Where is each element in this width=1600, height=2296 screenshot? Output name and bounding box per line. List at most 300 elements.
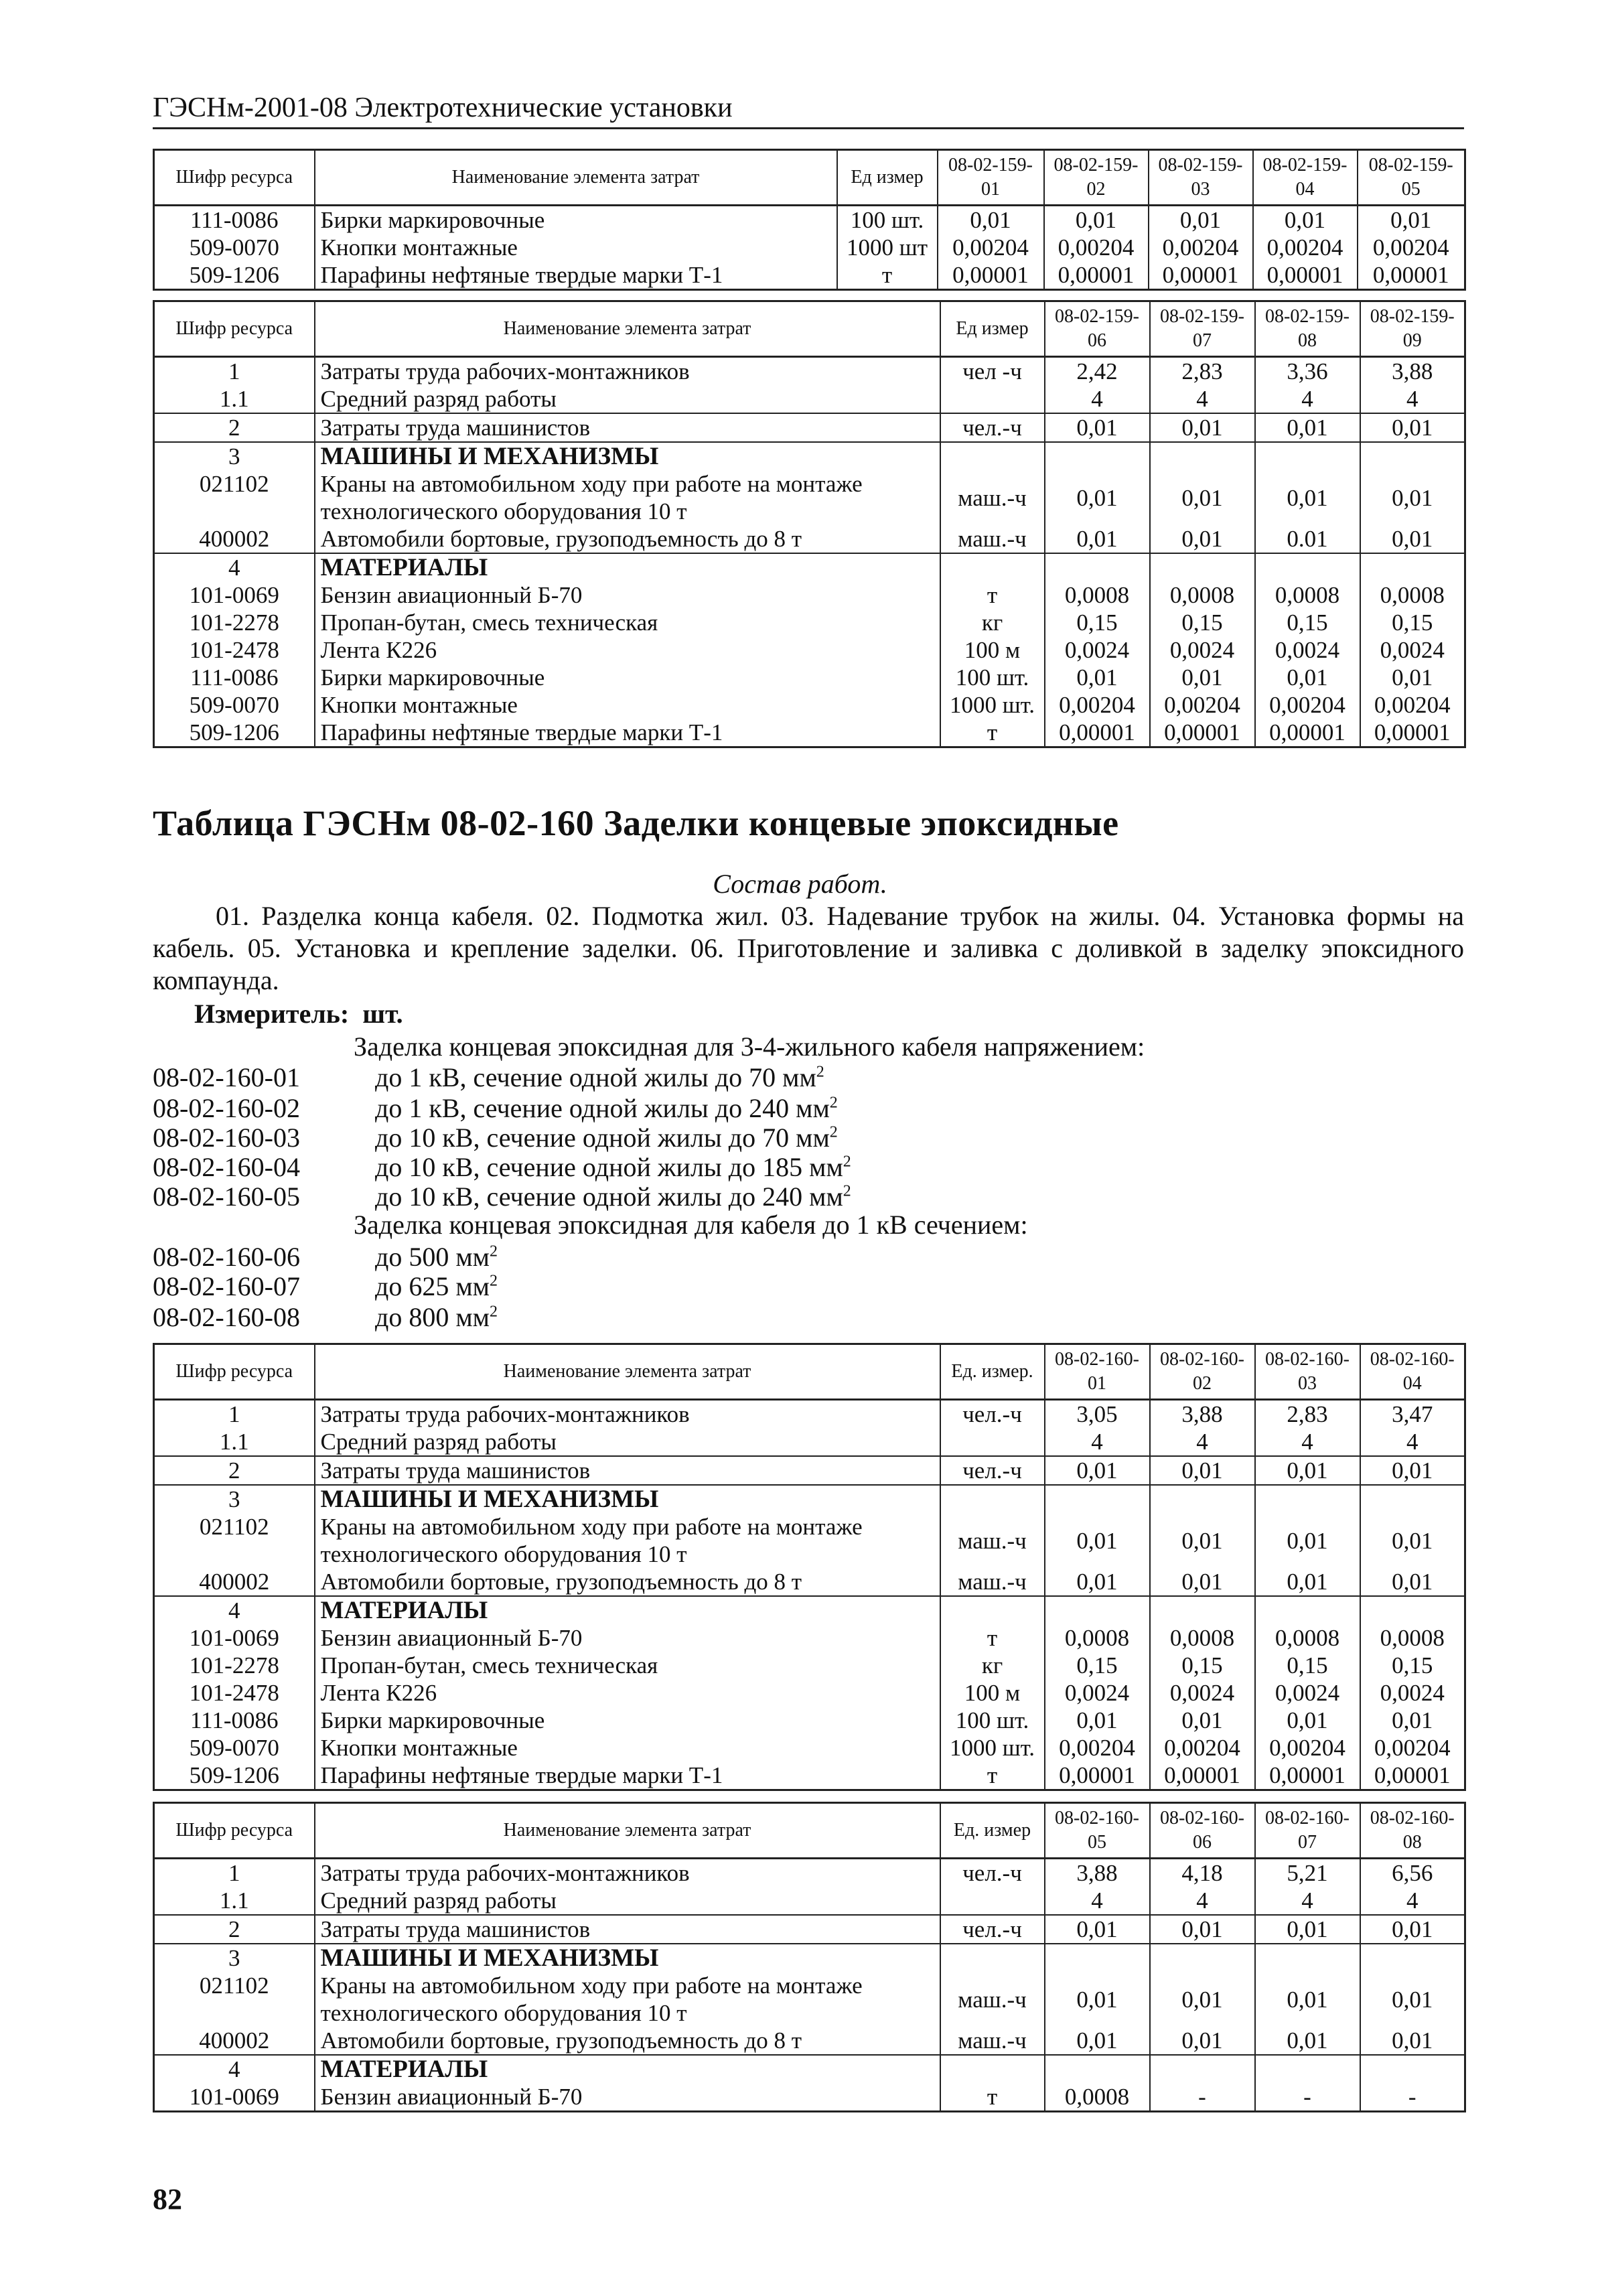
table-row	[154, 1679, 1465, 1707]
norm-value	[1360, 1944, 1465, 1972]
unit: кг	[940, 609, 1045, 636]
unit	[940, 1428, 1045, 1456]
unit: т	[940, 719, 1045, 747]
norm-value: -	[1360, 2083, 1465, 2112]
norm-value: 0,00204	[1150, 1734, 1255, 1762]
resource-code: 101-2278	[154, 1652, 315, 1679]
column-header: Шифр ресурса	[154, 150, 315, 206]
unit: т	[940, 581, 1045, 609]
cost-element-name: Лента К226	[315, 636, 940, 664]
column-header: Шифр ресурса	[154, 1803, 315, 1859]
norm-value: 5,21	[1255, 1859, 1360, 1887]
norm-value: 6,56	[1360, 1859, 1465, 1887]
cost-element-name: Бензин авиационный Б-70	[315, 581, 940, 609]
norm-value: 0,00204	[1253, 234, 1358, 261]
work-composition-heading: Состав работ.	[713, 869, 887, 899]
norm-value: 0,00204	[1044, 234, 1149, 261]
norm-value: 0,00001	[1149, 261, 1253, 290]
resource-code: 101-2478	[154, 1679, 315, 1707]
norm-item-description: до 10 кВ, сечение одной жилы до 240 мм	[375, 1181, 843, 1212]
norm-value: 0,01	[1150, 1513, 1255, 1568]
norm-value: 0,0024	[1150, 1679, 1255, 1707]
norm-item-description: до 1 кВ, сечение одной жилы до 240 мм	[375, 1093, 830, 1123]
norm-value: 0,00204	[1360, 1734, 1465, 1762]
table-header-row	[154, 150, 1465, 206]
table-row	[154, 1456, 1465, 1485]
norm-item	[153, 1242, 1464, 1273]
resource-code: 400002	[154, 1568, 315, 1596]
table-row	[154, 385, 1465, 413]
norm-item-description: до 625 мм	[375, 1271, 490, 1301]
superscript: 2	[829, 1094, 838, 1112]
table-row	[154, 234, 1465, 261]
cost-element-name: Средний разряд работы	[315, 1428, 940, 1456]
norm-value: 0,01	[1045, 413, 1150, 442]
norm-value: 0,0024	[1255, 1679, 1360, 1707]
norm-value: 0,01	[1255, 470, 1360, 525]
norm-item-description: до 10 кВ, сечение одной жилы до 70 мм	[375, 1123, 830, 1153]
table-row	[154, 413, 1465, 442]
norm-value: 2,83	[1255, 1400, 1360, 1429]
norm-value: 0,00204	[1358, 234, 1465, 261]
norm-value	[1255, 442, 1360, 470]
norm-value: 0,00001	[1045, 1762, 1150, 1790]
norm-item	[153, 1093, 1464, 1124]
norm-value	[1150, 442, 1255, 470]
norm-item-code: 08-02-160-03	[153, 1123, 300, 1153]
norm-value: 0,01	[1255, 1972, 1360, 2027]
norm-item-text	[375, 1152, 851, 1183]
norm-value: -	[1150, 2083, 1255, 2112]
norm-value: 0,00001	[1253, 261, 1358, 290]
resource-code: 400002	[154, 2027, 315, 2055]
norm-value: 0,01	[1045, 2027, 1150, 2055]
resource-code: 021102	[154, 1972, 315, 2027]
cost-element-name: Кнопки монтажные	[315, 1734, 940, 1762]
table-row	[154, 470, 1465, 525]
cost-element-name: Средний разряд работы	[315, 385, 940, 413]
norm-value: 0,01	[1150, 413, 1255, 442]
norm-value: 0,01	[1360, 1707, 1465, 1734]
norm-value: 0,00001	[938, 261, 1044, 290]
column-header: 08-02-159-07	[1150, 301, 1255, 357]
resource-code: 509-1206	[154, 261, 315, 290]
norm-item-description: до 10 кВ, сечение одной жилы до 185 мм	[375, 1152, 843, 1182]
norm-item-code: 08-02-160-02	[153, 1093, 300, 1123]
norm-value	[1255, 1596, 1360, 1624]
unit: т	[940, 1624, 1045, 1652]
norm-value: 0,0008	[1360, 581, 1465, 609]
norm-value: 0,01	[1045, 664, 1150, 691]
norm-value: 0,0024	[1150, 636, 1255, 664]
column-header: 08-02-160-01	[1045, 1344, 1150, 1400]
column-header: 08-02-159-09	[1360, 301, 1465, 357]
norm-value: 0,15	[1150, 1652, 1255, 1679]
cost-element-name: Парафины нефтяные твердые марки Т-1	[315, 1762, 940, 1790]
norm-value	[1360, 442, 1465, 470]
cost-element-name: Затраты труда рабочих-монтажников	[315, 1400, 940, 1429]
norm-value: 0,01	[1360, 1456, 1465, 1485]
resource-code: 509-0070	[154, 1734, 315, 1762]
unit	[940, 2055, 1045, 2083]
norm-item-code: 08-02-160-01	[153, 1062, 300, 1092]
column-header: Шифр ресурса	[154, 301, 315, 357]
column-header: 08-02-160-06	[1150, 1803, 1255, 1859]
norm-value: 0,01	[1255, 1568, 1360, 1596]
norm-value: 0,01	[938, 206, 1044, 234]
norm-value: 4	[1255, 1887, 1360, 1915]
unit: чел.-ч	[940, 413, 1045, 442]
norm-item-text	[375, 1062, 824, 1093]
norm-value	[1255, 2055, 1360, 2083]
table-row	[154, 2055, 1465, 2083]
column-header: Наименование элемента затрат	[315, 1803, 940, 1859]
cost-element-name: Бензин авиационный Б-70	[315, 2083, 940, 2112]
norm-value: 0,00204	[1360, 691, 1465, 719]
norm-value: 0,01	[1360, 1568, 1465, 1596]
unit: т	[837, 261, 938, 290]
unit	[940, 1485, 1045, 1513]
cost-element-name: Затраты труда рабочих-монтажников	[315, 357, 940, 386]
column-header: 08-02-159-08	[1255, 301, 1360, 357]
resource-code: 3	[154, 1485, 315, 1513]
meter-line	[194, 998, 403, 1029]
unit: 100 шт.	[837, 206, 938, 234]
table-header-row	[154, 301, 1465, 357]
norm-value: 4	[1150, 1428, 1255, 1456]
unit	[940, 385, 1045, 413]
cost-element-name: Затраты труда машинистов	[315, 1915, 940, 1944]
norm-value: 0,00204	[1255, 691, 1360, 719]
superscript: 2	[489, 1272, 498, 1290]
norm-item-text	[375, 1123, 838, 1153]
norm-value: 0,0008	[1360, 1624, 1465, 1652]
norm-value: 0,00204	[938, 234, 1044, 261]
unit	[940, 442, 1045, 470]
cost-element-name: Краны на автомобильном ходу при работе на монтаже технологического оборудования 10 т	[315, 1513, 940, 1568]
norm-value: 0,00204	[1149, 234, 1253, 261]
norm-value: 0,00204	[1255, 1734, 1360, 1762]
cost-element-name: Автомобили бортовые, грузоподъемность до 8 т	[315, 525, 940, 553]
norm-value: 0,01	[1255, 1707, 1360, 1734]
norm-item	[153, 1271, 1464, 1302]
norm-value: 0,01	[1358, 206, 1465, 234]
norm-value: 4,18	[1150, 1859, 1255, 1887]
cost-element-name: Кнопки монтажные	[315, 691, 940, 719]
norm-value: 0,15	[1045, 1652, 1150, 1679]
cost-element-name: Парафины нефтяные твердые марки Т-1	[315, 261, 837, 290]
section-title: Таблица ГЭСНм 08-02-160 Заделки концевые эпоксидные	[153, 803, 1119, 843]
norm-value	[1150, 553, 1255, 581]
norm-value	[1360, 553, 1465, 581]
norm-value: -	[1255, 2083, 1360, 2112]
table-row	[154, 1707, 1465, 1734]
table-row	[154, 1972, 1465, 2027]
unit: 1000 шт.	[940, 1734, 1045, 1762]
unit: чел.-ч	[940, 1400, 1045, 1429]
norm-value: 3,88	[1360, 357, 1465, 386]
norm-item-code: 08-02-160-06	[153, 1242, 300, 1272]
norm-value: 0,00001	[1360, 1762, 1465, 1790]
resource-code: 2	[154, 1456, 315, 1485]
norm-value: 0,00001	[1255, 1762, 1360, 1790]
norm-value: 0,01	[1045, 1707, 1150, 1734]
norm-value: 0,01	[1150, 1915, 1255, 1944]
norm-value: 0,00001	[1255, 719, 1360, 747]
table-row	[154, 1762, 1465, 1790]
norm-item	[153, 1152, 1464, 1183]
table-row	[154, 1568, 1465, 1596]
unit: т	[940, 2083, 1045, 2112]
norm-value: 0,15	[1360, 609, 1465, 636]
cost-element-name: МАШИНЫ И МЕХАНИЗМЫ	[315, 1485, 940, 1513]
norm-value: 3,88	[1045, 1859, 1150, 1887]
table-row	[154, 691, 1465, 719]
column-header: Шифр ресурса	[154, 1344, 315, 1400]
norm-value	[1150, 1944, 1255, 1972]
table-row	[154, 1513, 1465, 1568]
table-row	[154, 1652, 1465, 1679]
table-row	[154, 261, 1465, 290]
norm-value: 0,15	[1255, 1652, 1360, 1679]
unit: 100 шт.	[940, 664, 1045, 691]
unit	[940, 1887, 1045, 1915]
norm-value: 0,01	[1360, 1915, 1465, 1944]
norm-value: 0,15	[1045, 609, 1150, 636]
meter-label: Измеритель:	[194, 999, 350, 1029]
norm-value: 0,01	[1255, 664, 1360, 691]
cost-element-name: Затраты труда рабочих-монтажников	[315, 1859, 940, 1887]
norm-value	[1045, 442, 1150, 470]
unit	[940, 1944, 1045, 1972]
resource-code: 111-0086	[154, 664, 315, 691]
norm-value: 0,0008	[1150, 1624, 1255, 1652]
norm-item-description: до 800 мм	[375, 1302, 490, 1332]
resource-code: 1	[154, 357, 315, 386]
cost-element-name: Бензин авиационный Б-70	[315, 1624, 940, 1652]
superscript: 2	[843, 1182, 851, 1200]
norm-value: 4	[1045, 1887, 1150, 1915]
unit: 100 м	[940, 636, 1045, 664]
unit: 100 м	[940, 1679, 1045, 1707]
norm-value: 0,0024	[1045, 1679, 1150, 1707]
resource-code: 509-0070	[154, 234, 315, 261]
page-header: ГЭСНм-2001-08 Электротехнические установки	[153, 91, 1464, 129]
norm-value: 0,15	[1150, 609, 1255, 636]
norm-value: 0,0008	[1045, 2083, 1150, 2112]
norm-value: 0,01	[1360, 525, 1465, 553]
norm-value: 0,00001	[1358, 261, 1465, 290]
unit: маш.-ч	[940, 1568, 1045, 1596]
norm-value: 0,01	[1150, 470, 1255, 525]
table-row	[154, 719, 1465, 747]
norm-item-code: 08-02-160-08	[153, 1302, 300, 1332]
norm-value: 2,42	[1045, 357, 1150, 386]
column-header: Ед измер	[940, 301, 1045, 357]
norm-value	[1045, 1596, 1150, 1624]
resource-code: 021102	[154, 470, 315, 525]
resource-code: 1.1	[154, 1887, 315, 1915]
superscript: 2	[816, 1063, 824, 1081]
resource-table-159-06-09	[153, 300, 1466, 748]
unit: маш.-ч	[940, 2027, 1045, 2055]
norm-value: 0,01	[1045, 1915, 1150, 1944]
resource-code: 101-0069	[154, 2083, 315, 2112]
table-row	[154, 357, 1465, 386]
norm-value: 0,01	[1150, 664, 1255, 691]
table-row	[154, 2027, 1465, 2055]
work-composition-text: 01. Разделка конца кабеля. 02. Подмотка жил. 03. Надевание трубок на жилы. 04. Установка формы на кабель. 05. Установка и крепление заделки. 06. Приготовление и заливка с доливкой в заделку эпоксидного компаунда.	[153, 901, 1464, 995]
resource-code: 1	[154, 1400, 315, 1429]
meter-value: шт.	[362, 999, 403, 1029]
norm-value: 0,01	[1150, 525, 1255, 553]
norm-value: 0,01	[1150, 1707, 1255, 1734]
table-row	[154, 1887, 1465, 1915]
unit: чел -ч	[940, 357, 1045, 386]
items-intro-2: Заделка концевая эпоксидная для кабеля до 1 кВ сечением:	[354, 1210, 1028, 1240]
resource-code: 1.1	[154, 385, 315, 413]
norm-value: 0,00204	[1045, 691, 1150, 719]
norm-value	[1150, 1596, 1255, 1624]
cost-element-name: МАШИНЫ И МЕХАНИЗМЫ	[315, 1944, 940, 1972]
table-row	[154, 581, 1465, 609]
cost-element-name: Средний разряд работы	[315, 1887, 940, 1915]
unit: маш.-ч	[940, 470, 1045, 525]
norm-value: 0,00204	[1045, 1734, 1150, 1762]
column-header: Наименование элемента затрат	[315, 301, 940, 357]
norm-value: 0,01	[1149, 206, 1253, 234]
cost-element-name: Бирки маркировочные	[315, 206, 837, 234]
superscript: 2	[829, 1123, 838, 1141]
table-row	[154, 1915, 1465, 1944]
norm-value: 3,05	[1045, 1400, 1150, 1429]
norm-value: 0,00001	[1044, 261, 1149, 290]
norm-item-text	[375, 1271, 498, 1302]
unit: т	[940, 1762, 1045, 1790]
table-row	[154, 664, 1465, 691]
norm-value: 0,00001	[1150, 719, 1255, 747]
column-header: 08-02-160-02	[1150, 1344, 1255, 1400]
column-header: Ед. измер.	[940, 1344, 1045, 1400]
norm-value: 4	[1150, 1887, 1255, 1915]
unit	[940, 1596, 1045, 1624]
norm-item-text	[375, 1302, 498, 1333]
resource-code: 2	[154, 413, 315, 442]
norm-value: 3,36	[1255, 357, 1360, 386]
norm-value	[1255, 553, 1360, 581]
resource-code: 3	[154, 442, 315, 470]
norm-value: 0,01	[1255, 1513, 1360, 1568]
resource-code: 101-0069	[154, 581, 315, 609]
resource-table-160-01-04	[153, 1343, 1466, 1791]
resource-code: 101-2278	[154, 609, 315, 636]
unit	[940, 553, 1045, 581]
cost-element-name: Лента К226	[315, 1679, 940, 1707]
resource-code: 4	[154, 2055, 315, 2083]
norm-value: 0,01	[1044, 206, 1149, 234]
norm-value: 0,0008	[1045, 1624, 1150, 1652]
resource-code: 111-0086	[154, 206, 315, 234]
norm-value	[1360, 2055, 1465, 2083]
column-header: Наименование элемента затрат	[315, 150, 837, 206]
column-header: 08-02-159-06	[1045, 301, 1150, 357]
norm-value	[1360, 1596, 1465, 1624]
norm-value: 4	[1360, 1887, 1465, 1915]
norm-value: 4	[1360, 385, 1465, 413]
table-row	[154, 1944, 1465, 1972]
norm-value: 0,01	[1360, 1513, 1465, 1568]
column-header: 08-02-159-05	[1358, 150, 1465, 206]
norm-value: 0,01	[1045, 1972, 1150, 2027]
column-header: Наименование элемента затрат	[315, 1344, 940, 1400]
norm-item-code: 08-02-160-04	[153, 1152, 300, 1182]
norm-value	[1045, 1485, 1150, 1513]
column-header: 08-02-159-04	[1253, 150, 1358, 206]
norm-value: 0,01	[1360, 470, 1465, 525]
cost-element-name: Парафины нефтяные твердые марки Т-1	[315, 719, 940, 747]
resource-code: 021102	[154, 1513, 315, 1568]
norm-value: 3,47	[1360, 1400, 1465, 1429]
norm-value: 0,00001	[1360, 719, 1465, 747]
norm-value: 4	[1150, 385, 1255, 413]
norm-value: 0,0024	[1255, 636, 1360, 664]
norm-value	[1255, 1485, 1360, 1513]
unit: маш.-ч	[940, 525, 1045, 553]
norm-value: 0,15	[1255, 609, 1360, 636]
cost-element-name: МАТЕРИАЛЫ	[315, 553, 940, 581]
column-header: 08-02-159-02	[1044, 150, 1149, 206]
norm-value: 0,0024	[1045, 636, 1150, 664]
table-row	[154, 1596, 1465, 1624]
table-row	[154, 2083, 1465, 2112]
cost-element-name: Автомобили бортовые, грузоподъемность до 8 т	[315, 1568, 940, 1596]
superscript: 2	[489, 1303, 498, 1321]
resource-code: 509-1206	[154, 719, 315, 747]
norm-value: 0,01	[1045, 1568, 1150, 1596]
column-header: 08-02-160-04	[1360, 1344, 1465, 1400]
cost-element-name: Автомобили бортовые, грузоподъемность до 8 т	[315, 2027, 940, 2055]
norm-value: 0,01	[1360, 413, 1465, 442]
norm-value: 0,00001	[1150, 1762, 1255, 1790]
column-header: 08-02-159-01	[938, 150, 1044, 206]
table-row	[154, 1400, 1465, 1429]
cost-element-name: Бирки маркировочные	[315, 1707, 940, 1734]
norm-item-code: 08-02-160-05	[153, 1181, 300, 1212]
resource-code: 400002	[154, 525, 315, 553]
column-header: 08-02-159-03	[1149, 150, 1253, 206]
norm-value: 4	[1255, 385, 1360, 413]
norm-value: 0,01	[1150, 2027, 1255, 2055]
page-number: 82	[153, 2183, 182, 2216]
norm-value: 4	[1255, 1428, 1360, 1456]
norm-value: 0,01	[1150, 1972, 1255, 2027]
unit: маш.-ч	[940, 1972, 1045, 2027]
table-header-row	[154, 1803, 1465, 1859]
table-row	[154, 553, 1465, 581]
norm-value: 4	[1360, 1428, 1465, 1456]
column-header: Ед. измер	[940, 1803, 1045, 1859]
cost-element-name: МАТЕРИАЛЫ	[315, 2055, 940, 2083]
norm-value: 4	[1045, 1428, 1150, 1456]
cost-element-name: МАТЕРИАЛЫ	[315, 1596, 940, 1624]
norm-value: 0,01	[1255, 413, 1360, 442]
norm-item	[153, 1123, 1464, 1153]
norm-value: 0,01	[1150, 1568, 1255, 1596]
norm-value	[1150, 2055, 1255, 2083]
resource-code: 111-0086	[154, 1707, 315, 1734]
norm-value: 0,0024	[1360, 636, 1465, 664]
norm-value: 3,88	[1150, 1400, 1255, 1429]
